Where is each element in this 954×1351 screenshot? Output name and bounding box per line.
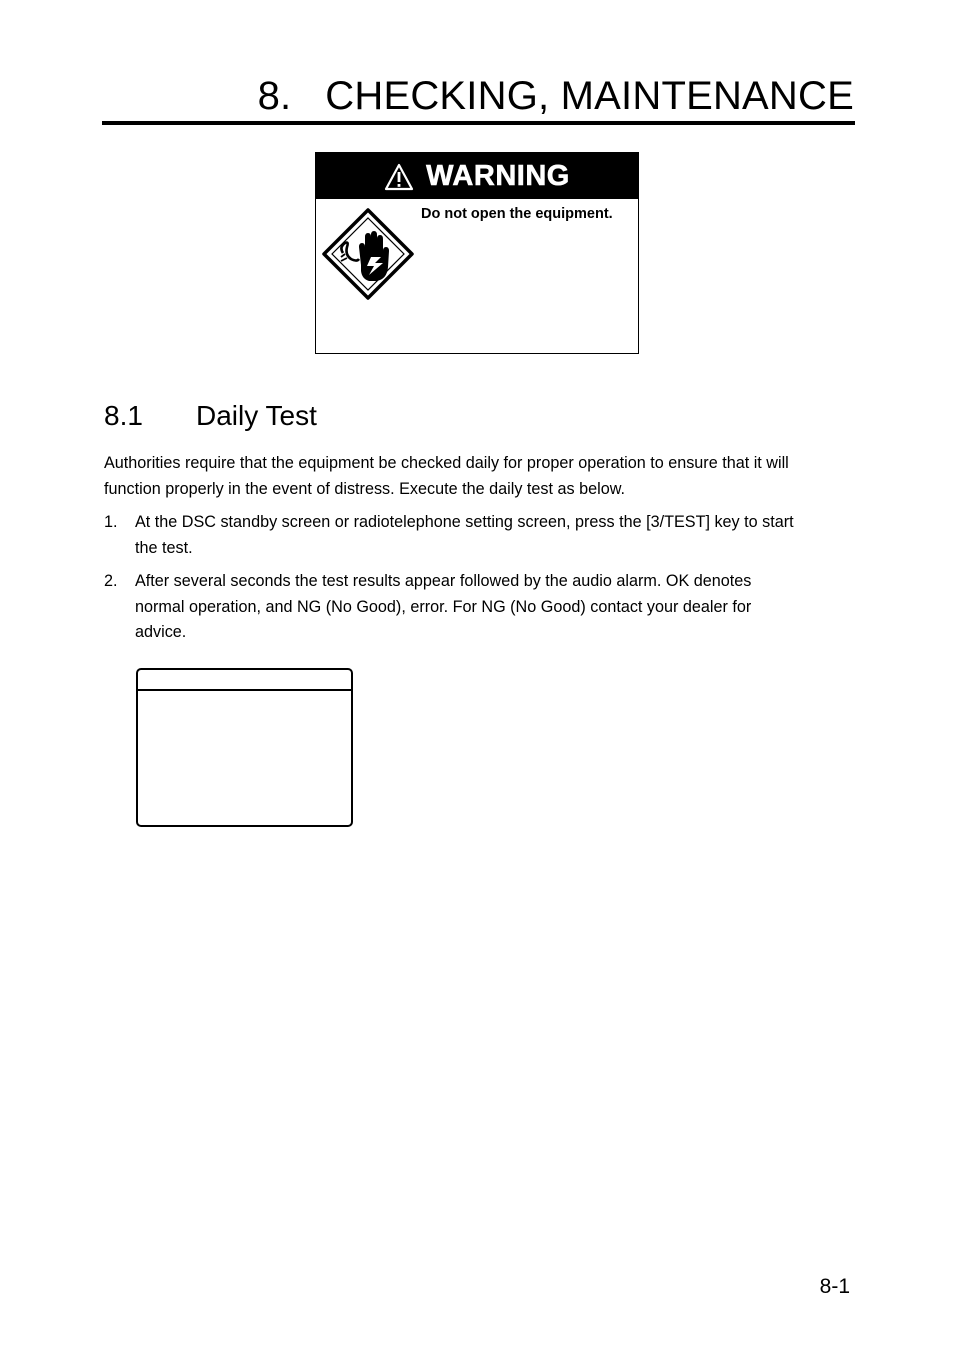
electric-shock-hand-icon xyxy=(321,207,415,301)
step-text xyxy=(135,510,856,561)
section-number: 8.1 xyxy=(104,400,143,431)
step-line: At the DSC standby screen or radiotelephone setting screen, press the [3/TEST] key to start xyxy=(135,513,794,531)
intro-line: Authorities require that the equipment be checked daily for proper operation to ensure that it will xyxy=(104,454,789,472)
step-line: After several seconds the test results appear followed by the audio alarm. OK denotes xyxy=(135,572,752,590)
warning-triangle-icon xyxy=(384,163,414,191)
chapter-title: 8. CHECKING, MAINTENANCE xyxy=(257,74,854,118)
warning-message: Do not open the equipment. xyxy=(421,206,613,222)
step-line: advice. xyxy=(135,623,187,641)
step-number: 2. xyxy=(104,572,118,590)
step-line: the test. xyxy=(135,538,193,557)
warning-header xyxy=(316,153,638,199)
warning-title: WARNING xyxy=(426,160,570,192)
warning-box xyxy=(315,152,639,354)
section-title: Daily Test xyxy=(196,400,317,431)
section-heading xyxy=(104,398,317,434)
step-text xyxy=(135,569,856,646)
screen-header-divider xyxy=(138,689,351,691)
intro-line: function properly in the event of distress. Execute the daily test as below. xyxy=(104,479,625,498)
chapter-divider xyxy=(102,121,855,125)
intro-paragraph xyxy=(104,451,856,502)
step-number: 1. xyxy=(104,513,118,531)
page-number: 8-1 xyxy=(819,1275,850,1298)
test-results-screen xyxy=(136,668,353,827)
step-line: normal operation, and NG (No Good), error. For NG (No Good) contact your dealer for xyxy=(135,597,752,616)
